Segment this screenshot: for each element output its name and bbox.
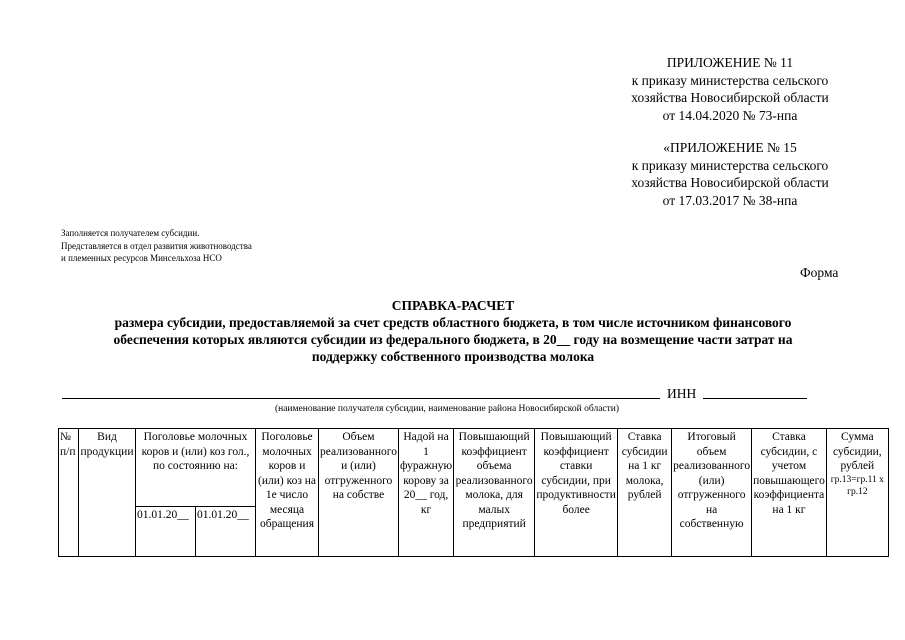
- note-line: Представляется в отдел развития животноводства: [61, 240, 252, 251]
- appendix-15-line: к приказу министерства сельского: [631, 157, 829, 173]
- recipient-caption: (наименование получателя субсидии, наименование района Новосибирской области): [274, 404, 620, 414]
- col-total-volume-header: Итоговый объем реализованного (или) отгруженного на собственную: [672, 429, 752, 557]
- title-line: поддержку собственного производства молока: [311, 349, 595, 364]
- appendix-11-line: хозяйства Новосибирской области: [631, 90, 829, 105]
- appendix-15-line: хозяйства Новосибирской области: [631, 175, 829, 190]
- appendix-15-block: [600, 139, 860, 209]
- appendix-15-date: от 17.03.2017 № 38-нпа: [662, 192, 798, 208]
- col-herd-month-header: Поголовье молочных коров и (или) коз на 1е число месяца обращения: [256, 429, 319, 557]
- note-line: и племенных ресурсов Минсельхоза НСО: [61, 253, 222, 263]
- appendix-11-block: [600, 54, 860, 124]
- inn-label: ИНН: [667, 386, 697, 401]
- col-sum-header: [826, 429, 888, 557]
- col-sum-formula: гр.13=гр.11 х гр.12: [830, 474, 884, 497]
- note-line: Заполняется получателем субсидии.: [61, 228, 200, 238]
- appendix-11-heading: ПРИЛОЖЕНИЕ № 11: [666, 55, 794, 70]
- title-line: обеспечения которых являются субсидии из федерального бюджета, в 20__ году на возмещение части затрат на: [113, 332, 793, 347]
- col-number-header: № п/п: [59, 429, 79, 557]
- col-volume-coef-header: Повышающий коэффициент объема реализованного молока, для малых предприятий: [454, 429, 535, 557]
- col-product-header: Вид продукции: [79, 429, 136, 557]
- document-title: [40, 297, 866, 365]
- col-rate-coef-header: Повышающий коэффициент ставки субсидии, при продуктивности более: [535, 429, 618, 557]
- col-herd-header: Поголовье молочных коров и (или) коз гол., по состоянию на:: [136, 429, 256, 507]
- col-volume-header: Объем реализованного и (или) отгруженного на собстве: [319, 429, 399, 557]
- submission-note: [61, 227, 321, 265]
- col-rate-header: Ставка субсидии на 1 кг молока, рублей: [618, 429, 672, 557]
- title-main: СПРАВКА-РАСЧЕТ: [391, 298, 515, 313]
- calculation-table: [58, 428, 889, 557]
- col-yield-header: Надой на 1 фуражную корову за 20__ год, кг: [398, 429, 453, 557]
- appendix-11-date: от 14.04.2020 № 73-нпа: [662, 107, 798, 123]
- inn-field[interactable]: [703, 386, 807, 399]
- form-label: Форма: [800, 265, 839, 280]
- title-line: размера субсидии, предоставляемой за счет средств областного бюджета, в том числе источником финансового: [114, 315, 792, 330]
- recipient-name-line[interactable]: [62, 386, 660, 399]
- col-adjusted-rate-header: Ставка субсидии, с учетом повышающего коэффициента на 1 кг: [752, 429, 827, 557]
- col-herd-date-1: 01.01.20__: [136, 507, 196, 557]
- col-herd-date-2: 01.01.20__: [196, 507, 256, 557]
- appendix-11-line: к приказу министерства сельского: [631, 72, 829, 88]
- appendix-15-heading: «ПРИЛОЖЕНИЕ № 15: [663, 140, 797, 155]
- col-sum-title: Сумма субсидии, рублей: [832, 431, 882, 472]
